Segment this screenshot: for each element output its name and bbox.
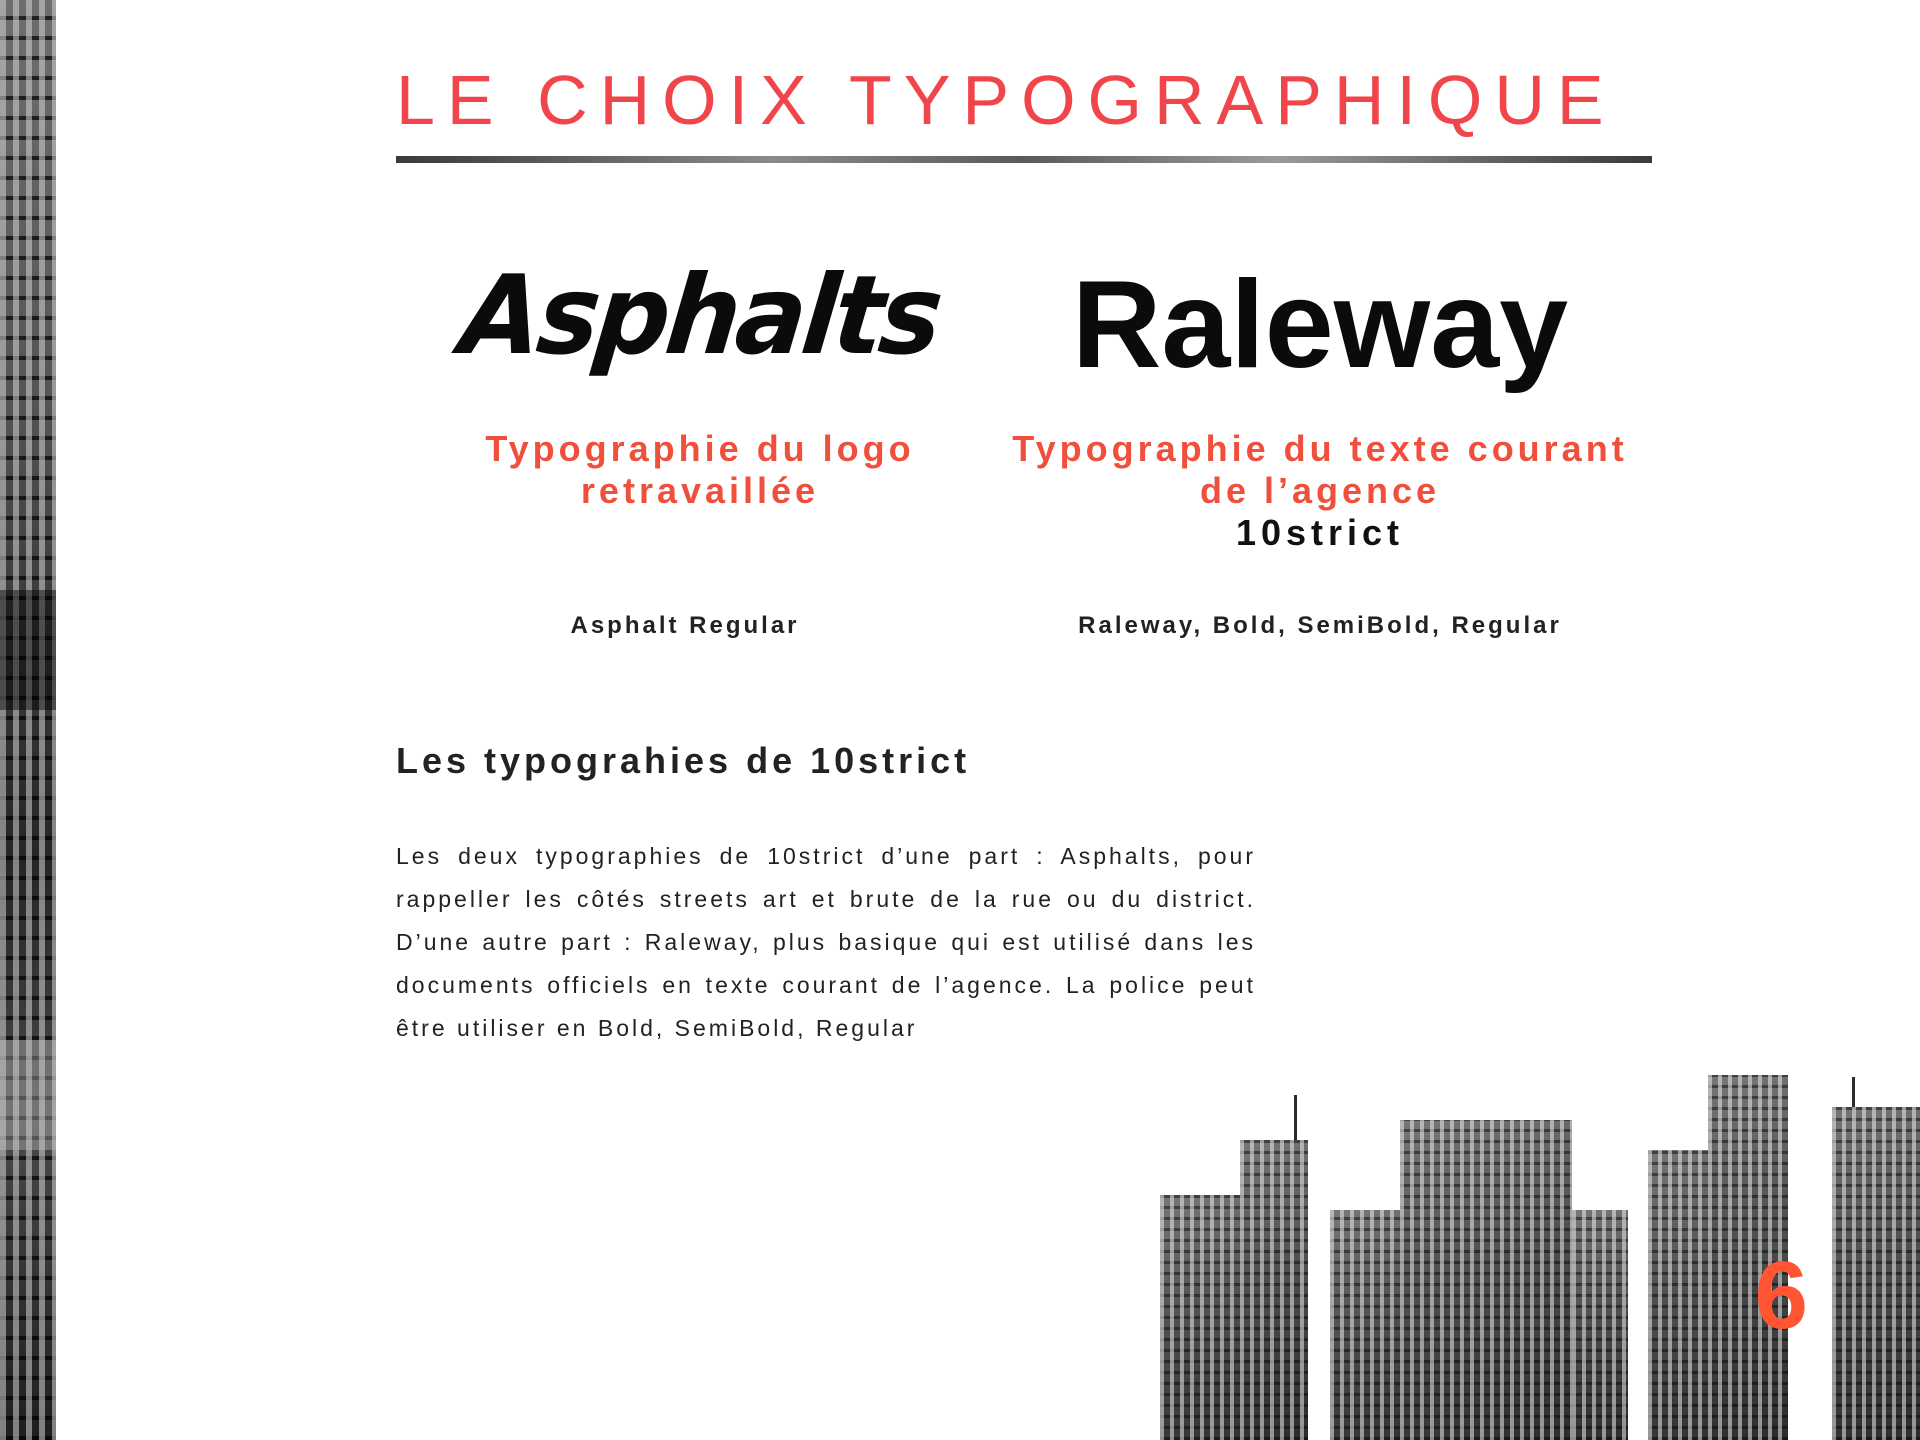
section-heading: Les typograhies de 10strict — [396, 740, 971, 781]
page-title: LE CHOIX TYPOGRAPHIQUE — [396, 61, 1616, 139]
page-number: 6 — [1754, 1242, 1808, 1349]
section-body-text: Les deux typographies de 10strict d’une part : Asphalts, pour rappeller les côtés streets art et brute de la rue ou du district. D’une autre part : Raleway, plus basique qui est utilisé dans les documents officiels en texte courant de l’agence. La police peut être utiliser en Bold, SemiBold, Regular — [396, 843, 1256, 1041]
building-rooftop-block — [0, 1040, 56, 1150]
building-shadow-block — [0, 590, 56, 710]
title-underline — [396, 156, 1652, 163]
raleway-weights-label: Raleway, Bold, SemiBold, Regular — [1078, 612, 1562, 639]
raleway-font-specimen: Raleway — [1071, 256, 1569, 394]
skyscraper-1-top — [1240, 1140, 1308, 1440]
antenna-1 — [1294, 1095, 1297, 1140]
left-building-photo-strip — [0, 0, 56, 1440]
body-font-caption — [1010, 428, 1630, 554]
brand-name: 10strict — [1235, 512, 1405, 553]
body-font-caption-text: Typographie du texte courant de l’agence — [1012, 428, 1628, 511]
skyscraper-4 — [1832, 1107, 1920, 1440]
skyscraper-2-side — [1572, 1210, 1628, 1440]
asphalt-weights-label: Asphalt Regular — [570, 612, 800, 639]
logo-font-caption: Typographie du logo retravaillée — [485, 428, 915, 511]
skyscraper-2-top — [1400, 1120, 1572, 1440]
antenna-2 — [1852, 1077, 1855, 1107]
asphalts-font-specimen: Asphalts — [455, 250, 945, 380]
